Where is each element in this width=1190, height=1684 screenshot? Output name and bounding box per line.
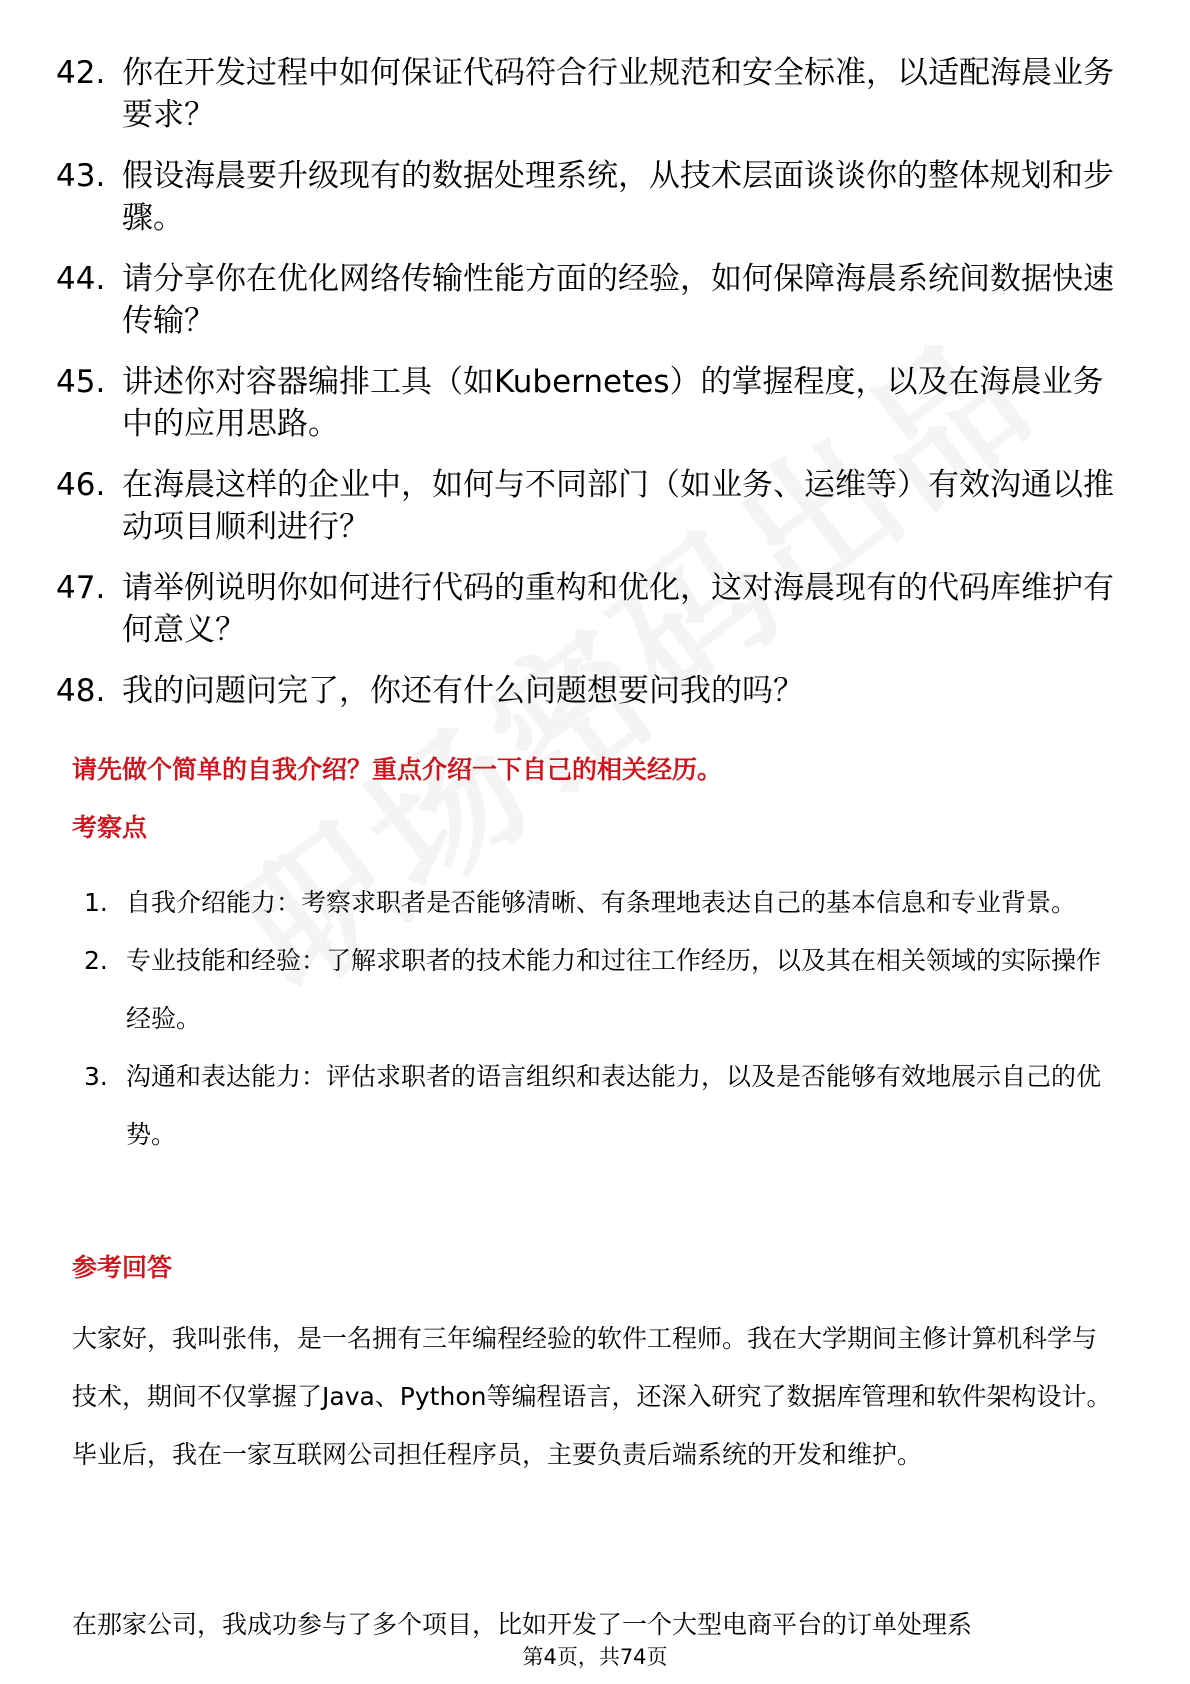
question-text: 我的问题问完了，你还有什么问题想要问我的吗？ bbox=[122, 673, 804, 709]
answer-paragraph: 大家好，我叫张伟，是一名拥有三年编程经验的软件工程师。我在大学期间主修计算机科学与技术，期间不仅掌握了Java、Python等编程语言，还深入研究了数据库管理和软件架构设计。毕业后，我在一家互联网公司担任程序员，主要负责后端系统的开发和维护。 bbox=[72, 1324, 1112, 1469]
question-number: 46. bbox=[56, 467, 106, 503]
section-question: 请先做个简单的自我介绍？重点介绍一下自己的相关经历。 bbox=[72, 755, 723, 784]
question-text: 讲述你对容器编排工具（如Kubernetes）的掌握程度，以及在海晨业务中的应用思路。 bbox=[122, 364, 1104, 442]
question-item bbox=[56, 361, 1116, 445]
answer-paragraph: 在那家公司，我成功参与了多个项目，比如开发了一个大型电商平台的订单处理系 bbox=[72, 1610, 973, 1639]
answer-heading: 参考回答 bbox=[72, 1253, 173, 1282]
question-item bbox=[56, 670, 1116, 712]
points-heading: 考察点 bbox=[72, 813, 148, 842]
question-item bbox=[56, 258, 1116, 342]
point-text: 专业技能和经验：了解求职者的技术能力和过往工作经历，以及其在相关领域的实际操作经验。 bbox=[126, 946, 1102, 1033]
question-text: 请分享你在优化网络传输性能方面的经验，如何保障海晨系统间数据快速传输？ bbox=[122, 261, 1114, 339]
question-number: 47. bbox=[56, 570, 106, 606]
question-text: 请举例说明你如何进行代码的重构和优化，这对海晨现有的代码库维护有何意义？ bbox=[122, 570, 1114, 648]
question-text: 在海晨这样的企业中，如何与不同部门（如业务、运维等）有效沟通以推动项目顺利进行？ bbox=[122, 467, 1114, 545]
question-number: 43. bbox=[56, 158, 106, 194]
question-list bbox=[56, 52, 1116, 731]
point-item bbox=[84, 932, 1114, 1048]
page-footer: 第4页，共74页 bbox=[522, 1645, 668, 1669]
question-item bbox=[56, 155, 1116, 239]
point-text: 自我介绍能力：考察求职者是否能够清晰、有条理地表达自己的基本信息和专业背景。 bbox=[126, 888, 1077, 917]
point-item bbox=[84, 1048, 1114, 1164]
point-number: 2. bbox=[84, 946, 108, 975]
question-item bbox=[56, 464, 1116, 548]
point-item bbox=[84, 874, 1114, 932]
question-number: 44. bbox=[56, 261, 106, 297]
assessment-points bbox=[84, 874, 1114, 1164]
question-item bbox=[56, 567, 1116, 651]
question-number: 42. bbox=[56, 55, 106, 91]
question-item bbox=[56, 52, 1116, 136]
point-number: 1. bbox=[84, 888, 108, 917]
question-text: 假设海晨要升级现有的数据处理系统，从技术层面谈谈你的整体规划和步骤。 bbox=[122, 158, 1114, 236]
point-number: 3. bbox=[84, 1062, 108, 1091]
question-text: 你在开发过程中如何保证代码符合行业规范和安全标准，以适配海晨业务要求？ bbox=[122, 55, 1114, 133]
question-number: 48. bbox=[56, 673, 106, 709]
question-number: 45. bbox=[56, 364, 106, 400]
point-text: 沟通和表达能力：评估求职者的语言组织和表达能力，以及是否能够有效地展示自己的优势。 bbox=[126, 1062, 1102, 1149]
